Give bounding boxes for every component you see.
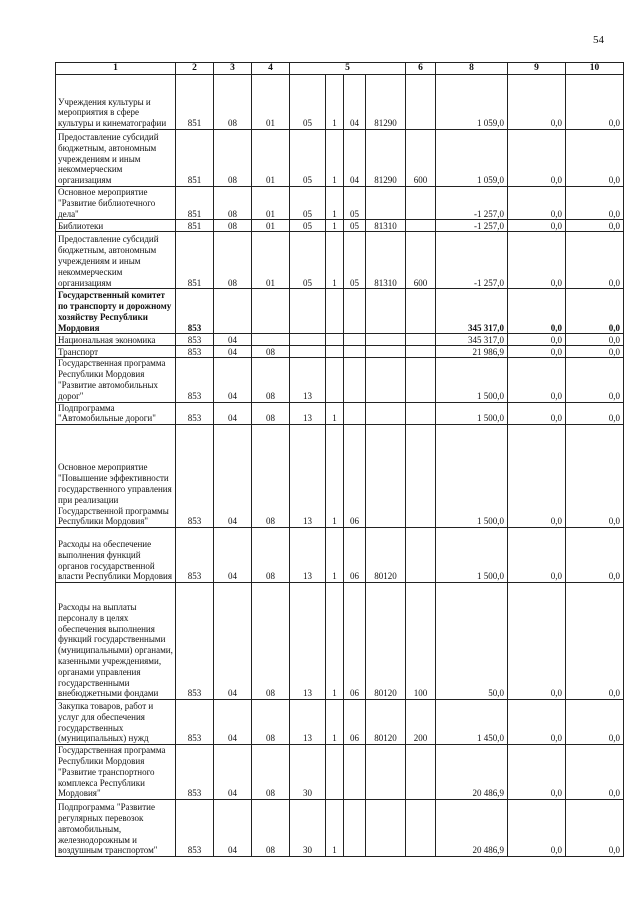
value-cell: 853 — [176, 346, 214, 358]
value-cell: 04 — [214, 346, 252, 358]
value-cell: 13 — [290, 700, 326, 745]
value-cell — [344, 745, 366, 800]
value-cell: 0,0 — [566, 402, 624, 425]
value-cell — [406, 220, 436, 232]
row-label-cell: Основное мероприятие "Повышение эффективности государственного управления при реализации Государственной программы Республики Мордовия" — [56, 425, 176, 528]
header-row — [56, 63, 624, 75]
value-cell — [344, 402, 366, 425]
table-row — [56, 528, 624, 583]
value-cell: 04 — [344, 130, 366, 187]
value-cell: 853 — [176, 745, 214, 800]
value-cell: 0,0 — [566, 358, 624, 402]
value-cell: 345 317,0 — [436, 289, 508, 334]
value-cell: 04 — [214, 583, 252, 700]
value-cell — [326, 358, 344, 402]
value-cell: 1 — [326, 800, 344, 857]
value-cell — [290, 289, 326, 334]
value-cell: 853 — [176, 583, 214, 700]
value-cell: 05 — [290, 220, 326, 232]
value-cell: 0,0 — [508, 334, 566, 346]
value-cell: 05 — [290, 187, 326, 220]
value-cell: -1 257,0 — [436, 220, 508, 232]
value-cell — [406, 745, 436, 800]
value-cell: 345 317,0 — [436, 334, 508, 346]
value-cell: 1 450,0 — [436, 700, 508, 745]
value-cell: 13 — [290, 583, 326, 700]
value-cell: 30 — [290, 800, 326, 857]
row-label-cell: Основное мероприятие "Развитие библиотечного дела" — [56, 187, 176, 220]
value-cell: 05 — [290, 232, 326, 289]
value-cell: 04 — [214, 745, 252, 800]
value-cell: 100 — [406, 583, 436, 700]
value-cell: 08 — [252, 402, 290, 425]
value-cell: 0,0 — [508, 425, 566, 528]
value-cell: 0,0 — [508, 800, 566, 857]
value-cell — [406, 358, 436, 402]
value-cell: 05 — [344, 187, 366, 220]
page-number: 54 — [593, 34, 604, 46]
row-label-cell: Государственная программа Республики Мордовия "Развитие транспортного комплекса Республики Мордовия" — [56, 745, 176, 800]
value-cell: 13 — [290, 358, 326, 402]
value-cell: 04 — [344, 75, 366, 130]
value-cell — [406, 187, 436, 220]
value-cell — [366, 346, 406, 358]
value-cell: 50,0 — [436, 583, 508, 700]
value-cell: 851 — [176, 232, 214, 289]
value-cell — [290, 334, 326, 346]
row-label-cell: Учреждения культуры и мероприятия в сфере культуры и кинематографии — [56, 75, 176, 130]
value-cell — [344, 289, 366, 334]
table-row — [56, 220, 624, 232]
value-cell: 1 — [326, 187, 344, 220]
value-cell: 853 — [176, 800, 214, 857]
header-cell: 2 — [176, 63, 214, 75]
value-cell: 08 — [252, 358, 290, 402]
value-cell: 0,0 — [508, 528, 566, 583]
value-cell: 1 — [326, 130, 344, 187]
header-cell: 1 — [56, 63, 176, 75]
value-cell: 0,0 — [566, 745, 624, 800]
value-cell: 1 059,0 — [436, 130, 508, 187]
value-cell — [326, 334, 344, 346]
value-cell: 1 — [326, 583, 344, 700]
table-row — [56, 334, 624, 346]
value-cell: 01 — [252, 220, 290, 232]
value-cell — [344, 358, 366, 402]
value-cell: 1 059,0 — [436, 75, 508, 130]
value-cell: 0,0 — [566, 346, 624, 358]
row-label-cell: Государственная программа Республики Мордовия "Развитие автомобильных дорог" — [56, 358, 176, 402]
value-cell: 0,0 — [566, 130, 624, 187]
value-cell: 0,0 — [508, 232, 566, 289]
value-cell: 81290 — [366, 130, 406, 187]
value-cell: 04 — [214, 700, 252, 745]
value-cell: 0,0 — [566, 700, 624, 745]
header-cell: 10 — [566, 63, 624, 75]
value-cell — [366, 358, 406, 402]
value-cell: 0,0 — [566, 425, 624, 528]
value-cell: 0,0 — [508, 289, 566, 334]
value-cell: 08 — [252, 745, 290, 800]
value-cell: 853 — [176, 358, 214, 402]
value-cell: 30 — [290, 745, 326, 800]
value-cell: 05 — [344, 232, 366, 289]
value-cell — [326, 346, 344, 358]
value-cell: 853 — [176, 289, 214, 334]
row-label-cell: Государственный комитет по транспорту и дорожному хозяйству Республики Мордовия — [56, 289, 176, 334]
value-cell: 81290 — [366, 75, 406, 130]
row-label-cell: Библиотеки — [56, 220, 176, 232]
value-cell: 0,0 — [566, 800, 624, 857]
value-cell: 05 — [344, 220, 366, 232]
value-cell — [326, 289, 344, 334]
value-cell: 06 — [344, 425, 366, 528]
value-cell: 0,0 — [508, 130, 566, 187]
table-row — [56, 75, 624, 130]
value-cell: 600 — [406, 130, 436, 187]
value-cell: 0,0 — [566, 289, 624, 334]
value-cell: 08 — [214, 130, 252, 187]
value-cell: 04 — [214, 334, 252, 346]
value-cell: 08 — [252, 583, 290, 700]
value-cell: 04 — [214, 528, 252, 583]
row-label-cell: Транспорт — [56, 346, 176, 358]
value-cell: 04 — [214, 425, 252, 528]
value-cell: 853 — [176, 528, 214, 583]
table-row — [56, 425, 624, 528]
value-cell — [406, 75, 436, 130]
value-cell: 1 — [326, 75, 344, 130]
value-cell — [326, 745, 344, 800]
header-cell: 8 — [436, 63, 508, 75]
value-cell: -1 257,0 — [436, 187, 508, 220]
value-cell: 1 — [326, 402, 344, 425]
row-label-cell: Расходы на обеспечение выполнения функций органов государственной власти Республики Мордовия — [56, 528, 176, 583]
value-cell: 0,0 — [508, 583, 566, 700]
value-cell — [366, 402, 406, 425]
value-cell: 08 — [214, 187, 252, 220]
table-row — [56, 745, 624, 800]
row-label-cell: Предоставление субсидий бюджетным, автономным учреждениям и иным некоммерческим организациям — [56, 130, 176, 187]
value-cell: 13 — [290, 528, 326, 583]
table-row — [56, 358, 624, 402]
value-cell: 1 — [326, 232, 344, 289]
table-row — [56, 700, 624, 745]
table-row — [56, 402, 624, 425]
value-cell: 21 986,9 — [436, 346, 508, 358]
value-cell: 1 500,0 — [436, 402, 508, 425]
value-cell: 0,0 — [508, 402, 566, 425]
value-cell — [290, 346, 326, 358]
table-row — [56, 289, 624, 334]
value-cell: 01 — [252, 130, 290, 187]
value-cell: 0,0 — [566, 583, 624, 700]
value-cell — [406, 289, 436, 334]
value-cell: 06 — [344, 528, 366, 583]
value-cell — [406, 425, 436, 528]
value-cell: 851 — [176, 187, 214, 220]
value-cell: 01 — [252, 187, 290, 220]
value-cell — [366, 289, 406, 334]
value-cell: 80120 — [366, 700, 406, 745]
value-cell — [406, 334, 436, 346]
value-cell: 200 — [406, 700, 436, 745]
value-cell: 81310 — [366, 220, 406, 232]
value-cell: 04 — [214, 358, 252, 402]
value-cell: 01 — [252, 232, 290, 289]
value-cell — [366, 425, 406, 528]
value-cell: 01 — [252, 75, 290, 130]
row-label-cell: Предоставление субсидий бюджетным, автономным учреждениям и иным некоммерческим организациям — [56, 232, 176, 289]
header-cell: 3 — [214, 63, 252, 75]
value-cell: 20 486,9 — [436, 800, 508, 857]
table-row — [56, 583, 624, 700]
value-cell: 0,0 — [508, 75, 566, 130]
budget-table — [55, 62, 624, 857]
value-cell: 08 — [214, 75, 252, 130]
value-cell: 0,0 — [508, 358, 566, 402]
header-cell: 5 — [290, 63, 406, 75]
value-cell: 80120 — [366, 583, 406, 700]
row-label-cell: Закупка товаров, работ и услуг для обеспечения государственных (муниципальных) нужд — [56, 700, 176, 745]
value-cell: 853 — [176, 402, 214, 425]
value-cell: 0,0 — [566, 528, 624, 583]
value-cell: 0,0 — [508, 187, 566, 220]
value-cell: 851 — [176, 220, 214, 232]
value-cell: 05 — [290, 75, 326, 130]
value-cell: 1 — [326, 425, 344, 528]
value-cell: 08 — [252, 700, 290, 745]
table-row — [56, 130, 624, 187]
value-cell: 04 — [214, 800, 252, 857]
value-cell — [366, 800, 406, 857]
value-cell: 851 — [176, 130, 214, 187]
value-cell — [252, 334, 290, 346]
value-cell: 0,0 — [508, 346, 566, 358]
row-label-cell: Национальная экономика — [56, 334, 176, 346]
table-row — [56, 232, 624, 289]
value-cell: 1 — [326, 220, 344, 232]
value-cell — [344, 334, 366, 346]
value-cell: 1 — [326, 528, 344, 583]
value-cell — [406, 402, 436, 425]
header-cell: 4 — [252, 63, 290, 75]
value-cell: 08 — [214, 232, 252, 289]
value-cell: 0,0 — [566, 232, 624, 289]
value-cell: 0,0 — [566, 334, 624, 346]
value-cell: 13 — [290, 402, 326, 425]
table-row — [56, 187, 624, 220]
value-cell: 08 — [252, 800, 290, 857]
value-cell — [214, 289, 252, 334]
value-cell — [344, 346, 366, 358]
value-cell: 853 — [176, 425, 214, 528]
value-cell: 81310 — [366, 232, 406, 289]
value-cell — [344, 800, 366, 857]
value-cell: 0,0 — [508, 220, 566, 232]
value-cell — [406, 346, 436, 358]
value-cell: 06 — [344, 583, 366, 700]
value-cell: 0,0 — [566, 220, 624, 232]
value-cell: 08 — [252, 346, 290, 358]
value-cell: 13 — [290, 425, 326, 528]
value-cell: 0,0 — [508, 745, 566, 800]
row-label-cell: Подпрограмма "Автомобильные дороги" — [56, 402, 176, 425]
value-cell: 851 — [176, 75, 214, 130]
value-cell: 0,0 — [566, 187, 624, 220]
header-cell: 9 — [508, 63, 566, 75]
value-cell: 05 — [290, 130, 326, 187]
value-cell: 20 486,9 — [436, 745, 508, 800]
value-cell: 08 — [214, 220, 252, 232]
value-cell — [406, 800, 436, 857]
value-cell — [366, 334, 406, 346]
row-label-cell: Подпрограмма "Развитие регулярных перевозок автомобильным, железнодорожным и воздушным транспортом" — [56, 800, 176, 857]
value-cell: 1 500,0 — [436, 528, 508, 583]
value-cell: 853 — [176, 700, 214, 745]
value-cell: -1 257,0 — [436, 232, 508, 289]
value-cell — [252, 289, 290, 334]
value-cell — [366, 187, 406, 220]
value-cell: 0,0 — [566, 75, 624, 130]
table-row — [56, 346, 624, 358]
table-body — [56, 75, 624, 857]
value-cell — [366, 745, 406, 800]
value-cell: 1 500,0 — [436, 358, 508, 402]
value-cell: 04 — [214, 402, 252, 425]
table-row — [56, 800, 624, 857]
value-cell: 853 — [176, 334, 214, 346]
value-cell: 600 — [406, 232, 436, 289]
value-cell — [406, 528, 436, 583]
value-cell: 0,0 — [508, 700, 566, 745]
value-cell: 08 — [252, 425, 290, 528]
row-label-cell: Расходы на выплаты персоналу в целях обеспечения выполнения функций государственными (муниципальными) органами, казенными учреждениями, органами управления государственными внебюджетными фондами — [56, 583, 176, 700]
value-cell: 1 500,0 — [436, 425, 508, 528]
value-cell: 1 — [326, 700, 344, 745]
value-cell: 80120 — [366, 528, 406, 583]
header-cell: 6 — [406, 63, 436, 75]
value-cell: 08 — [252, 528, 290, 583]
value-cell: 06 — [344, 700, 366, 745]
